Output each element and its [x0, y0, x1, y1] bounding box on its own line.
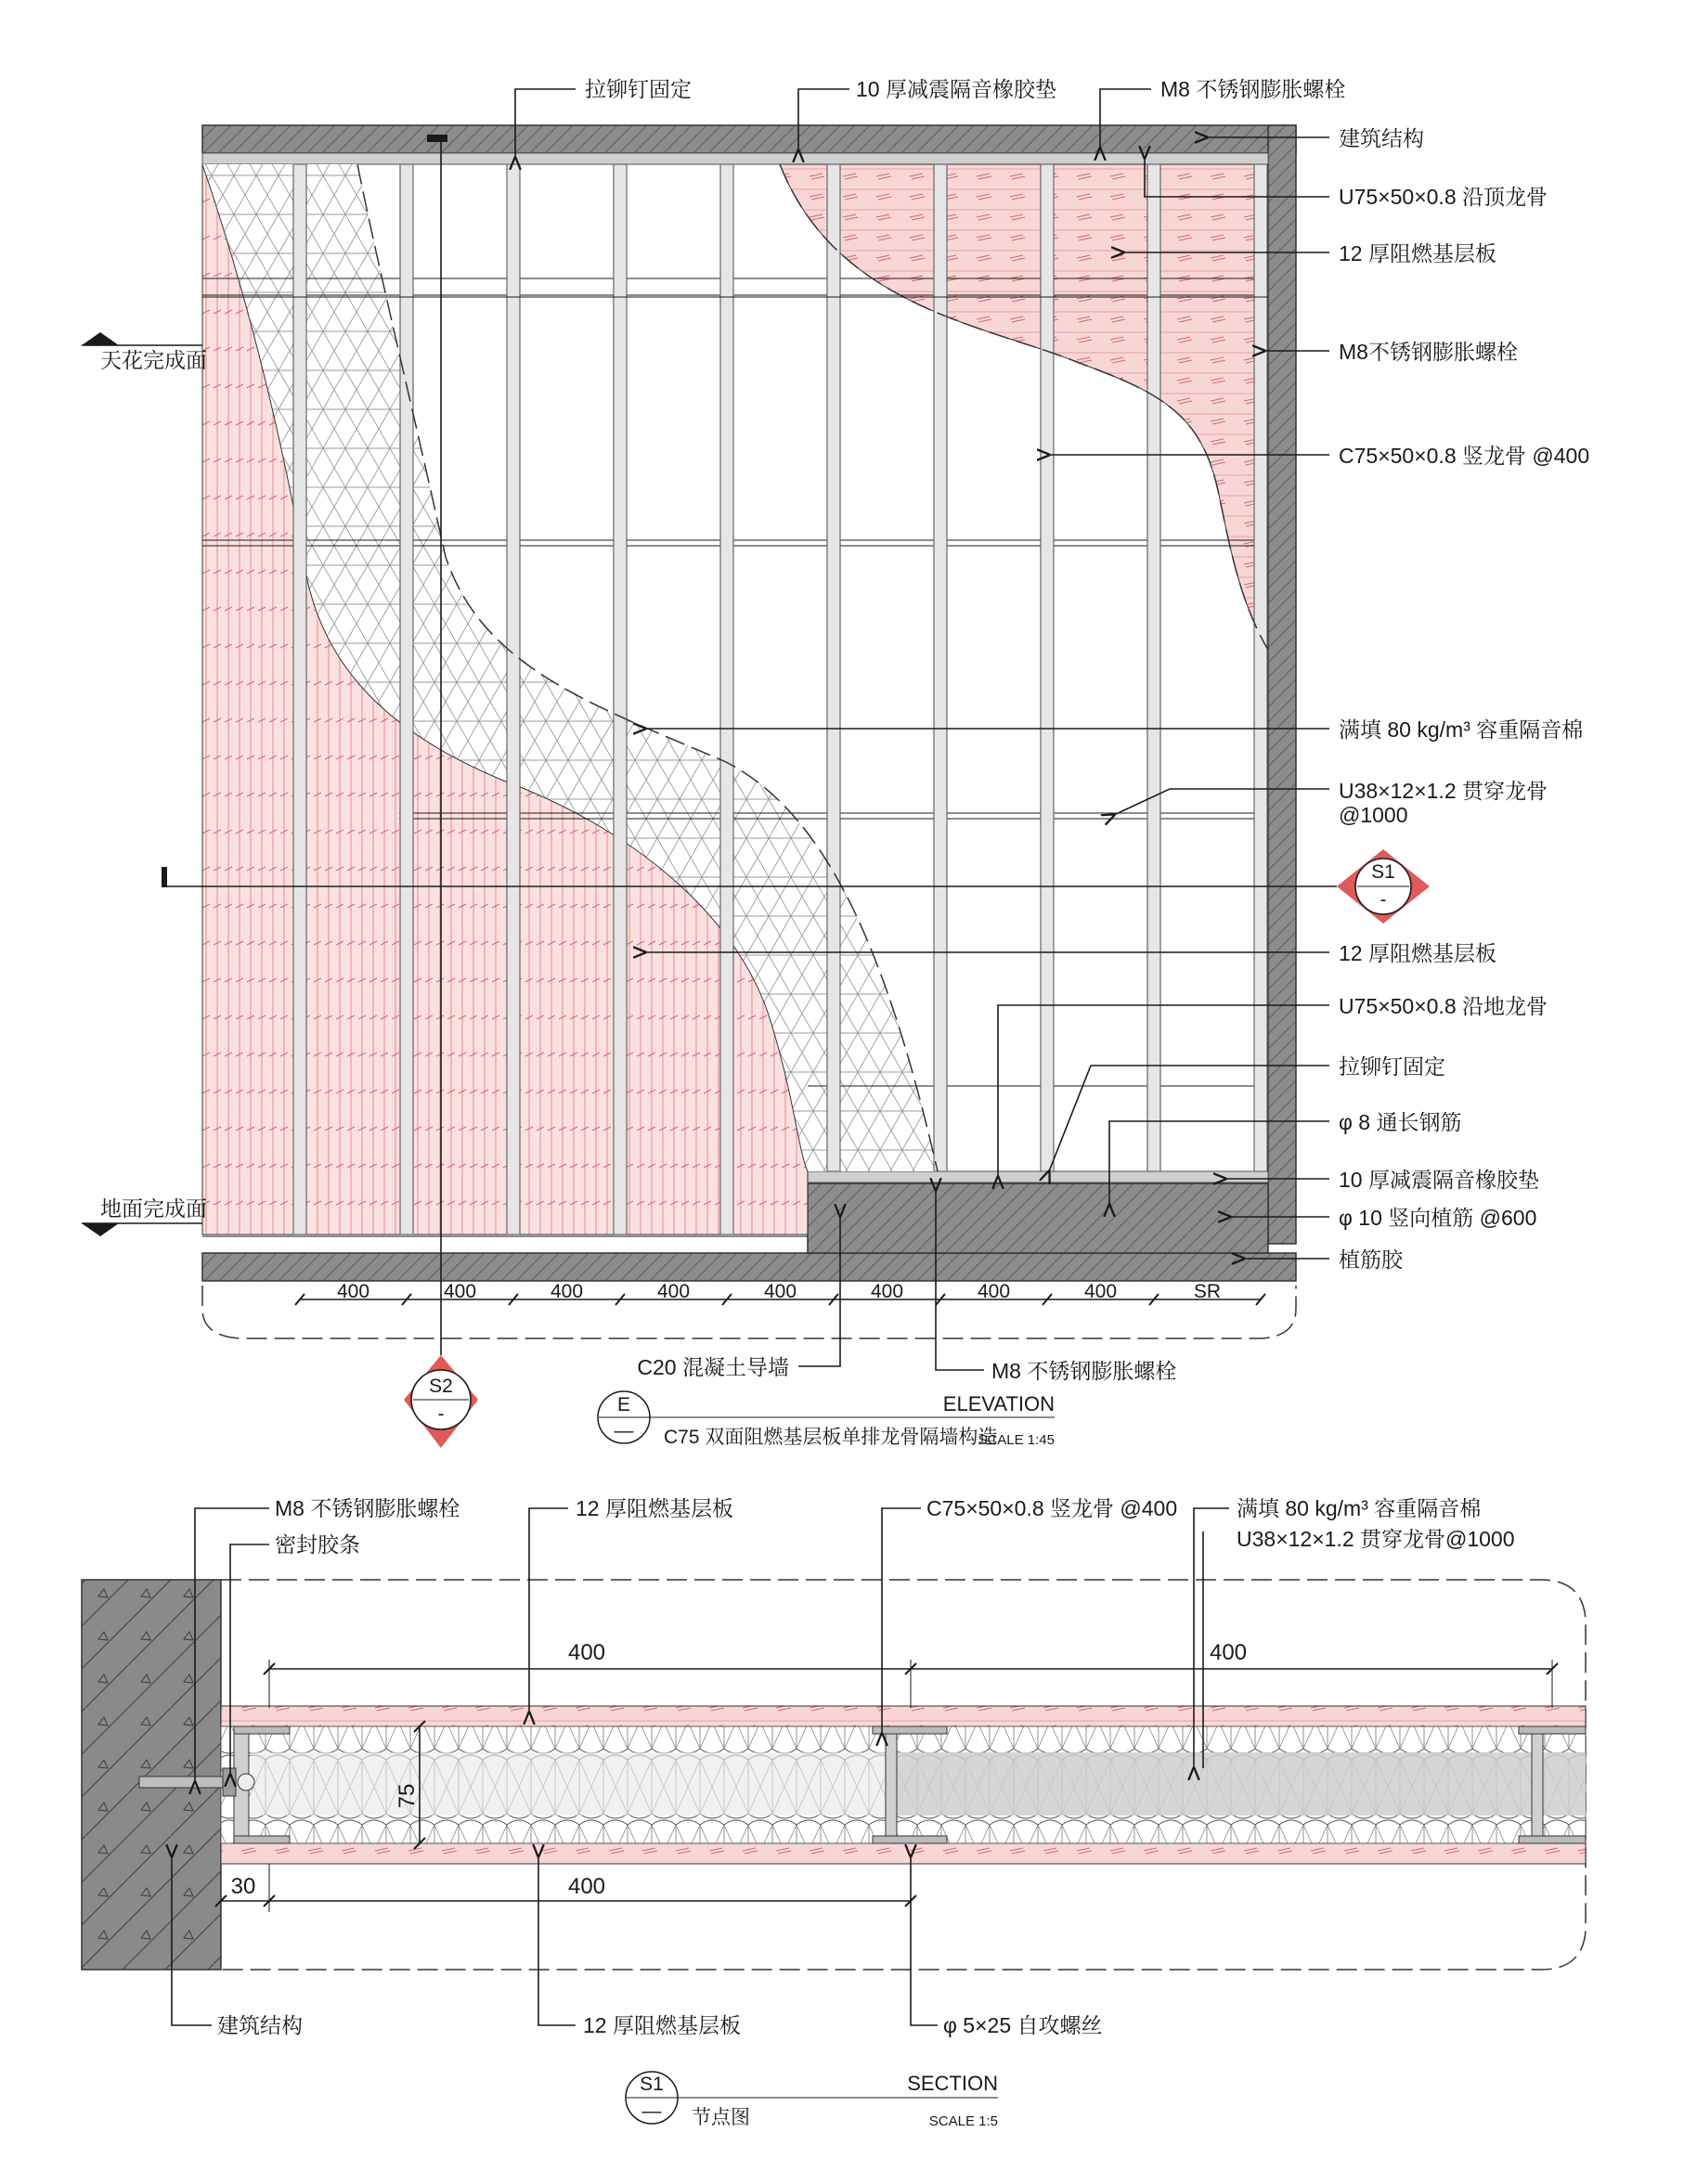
callout-channel-line2: @1000: [1339, 803, 1408, 827]
section-title-type: SECTION: [907, 2072, 998, 2095]
section-structure-wall: [82, 1580, 221, 1970]
elevation-title-name: C75 双面阻燃基层板单排龙骨隔墙构造: [664, 1427, 998, 1448]
section-callout-insulation: 满填 80 kg/m³ 容重隔音棉: [1237, 1496, 1482, 1520]
section-board-top: [221, 1706, 1586, 1726]
elevation-dim-8: 400: [1083, 1281, 1118, 1302]
elevation-dim-5: 400: [763, 1281, 797, 1302]
section-dim-thickness: 75: [395, 1783, 420, 1809]
elevation-title-scale: SCALE 1:45: [978, 1432, 1055, 1448]
callout-rivet-top: 拉铆钉固定: [585, 77, 692, 101]
elevation-dim-1: 400: [336, 1281, 370, 1302]
section-callout-seal: 密封胶条: [275, 1532, 360, 1557]
section-channel-band: [891, 1752, 1586, 1816]
stud-3: [507, 164, 520, 1234]
section-dim-top-right: 400: [1209, 1640, 1248, 1665]
section-view: [82, 1496, 1586, 2129]
stud-2: [400, 164, 413, 1234]
callout-rivet-bottom: 拉铆钉固定: [1339, 1054, 1445, 1079]
section-callout-channel: U38×12×1.2 贯穿龙骨@1000: [1237, 1527, 1515, 1551]
section-callout-screw: φ 5×25 自攻螺丝: [943, 2013, 1103, 2037]
section-title-name: 节点图: [692, 2107, 750, 2128]
section-dim-top-left: 400: [567, 1640, 606, 1665]
stud-1: [293, 164, 306, 1234]
elevation-dim-9: SR: [1193, 1281, 1222, 1302]
board-top-right-pink: [780, 164, 1268, 650]
stud-10: [1254, 164, 1267, 1171]
s2-marker-sub: -: [437, 1403, 445, 1425]
elevation-dim-6: 400: [870, 1281, 904, 1302]
elevation-dim-7: 400: [977, 1281, 1011, 1302]
callout-board-mid: 12 厚阻燃基层板: [1339, 941, 1496, 965]
elevation-title-id: E: [616, 1394, 631, 1415]
floor-track: [808, 1171, 1268, 1182]
section-callout-board-bottom: 12 厚阻燃基层板: [583, 2013, 741, 2037]
section-marker-s2: [404, 1355, 478, 1448]
section-title-id: S1: [640, 2074, 664, 2095]
section-callout-board-top: 12 厚阻燃基层板: [576, 1496, 733, 1520]
callout-anchor-bars: φ 10 竖向植筋 @600: [1339, 1206, 1537, 1230]
s1-marker-sub: -: [1380, 889, 1387, 911]
callout-bolt-top: M8 不锈钢膨胀螺栓: [1160, 77, 1346, 101]
callout-concrete: C20 混凝土导墙: [637, 1355, 789, 1379]
elevation-dim-4: 400: [656, 1281, 691, 1302]
section-bottom-dimension: [215, 1864, 916, 1912]
stud-8: [1041, 164, 1054, 1171]
stud-4: [614, 164, 627, 1234]
concrete-guide-wall: [808, 1183, 1268, 1253]
callout-floor-track: U75×50×0.8 沿地龙骨: [1339, 994, 1548, 1018]
s1-marker-id: S1: [1371, 861, 1395, 883]
callout-rubber-pad-bottom: 10 厚减震隔音橡胶垫: [1339, 1168, 1539, 1192]
stud-5: [720, 164, 733, 1234]
section-callout-stud: C75×50×0.8 竖龙骨 @400: [926, 1496, 1178, 1520]
elevation-title-sub: —: [614, 1420, 634, 1441]
callout-stud: C75×50×0.8 竖龙骨 @400: [1339, 444, 1590, 468]
stud-6: [827, 164, 840, 1171]
callout-glue: 植筋胶: [1339, 1247, 1403, 1272]
stud-9: [1147, 164, 1160, 1171]
section-marker-s1: [1337, 849, 1430, 924]
callout-insulation: 满填 80 kg/m³ 容重隔音棉: [1339, 717, 1584, 742]
section-dim-offset: 30: [230, 1874, 256, 1899]
callout-top-track: U75×50×0.8 沿顶龙骨: [1339, 185, 1548, 209]
section-top-dimension: [264, 1640, 1558, 1708]
elevation-title-block: [598, 1391, 1055, 1448]
section-callout-structure: 建筑结构: [217, 2013, 303, 2037]
floor-level-label: 地面完成面: [100, 1196, 207, 1221]
top-track: [202, 153, 1268, 164]
section-board-bottom: [221, 1843, 1586, 1864]
section-dim-bottom: 400: [567, 1874, 606, 1899]
elevation-dim-3: 400: [550, 1281, 584, 1302]
elevation-view: [82, 77, 1589, 1448]
callout-bolt-bottom: M8 不锈钢膨胀螺栓: [991, 1359, 1177, 1383]
s2-marker-id: S2: [429, 1376, 453, 1397]
callout-structure-top: 建筑结构: [1339, 126, 1424, 150]
section-title-sub: —: [641, 2100, 662, 2122]
callout-rubber-pad-top: 10 厚减震隔音橡胶垫: [856, 77, 1056, 101]
top-structure-slab: [202, 125, 1296, 153]
elevation-title-type: ELEVATION: [942, 1392, 1055, 1415]
section-callout-bolt: M8 不锈钢膨胀螺栓: [275, 1496, 460, 1520]
callout-board-top: 12 厚阻燃基层板: [1339, 241, 1496, 265]
section-title-scale: SCALE 1:5: [928, 2113, 998, 2129]
right-structure-wall: [1268, 125, 1296, 1244]
callout-rebar: φ 8 通长钢筋: [1339, 1110, 1462, 1134]
callout-channel-line1: U38×12×1.2 贯穿龙骨: [1339, 779, 1548, 803]
callout-bolt-side: M8不锈钢膨胀螺栓: [1339, 340, 1518, 364]
floor-structure-slab: [202, 1253, 1296, 1281]
ceiling-level-label: 天花完成面: [100, 348, 207, 372]
section-title-block: [626, 2072, 998, 2129]
elevation-dim-2: 400: [443, 1281, 477, 1302]
